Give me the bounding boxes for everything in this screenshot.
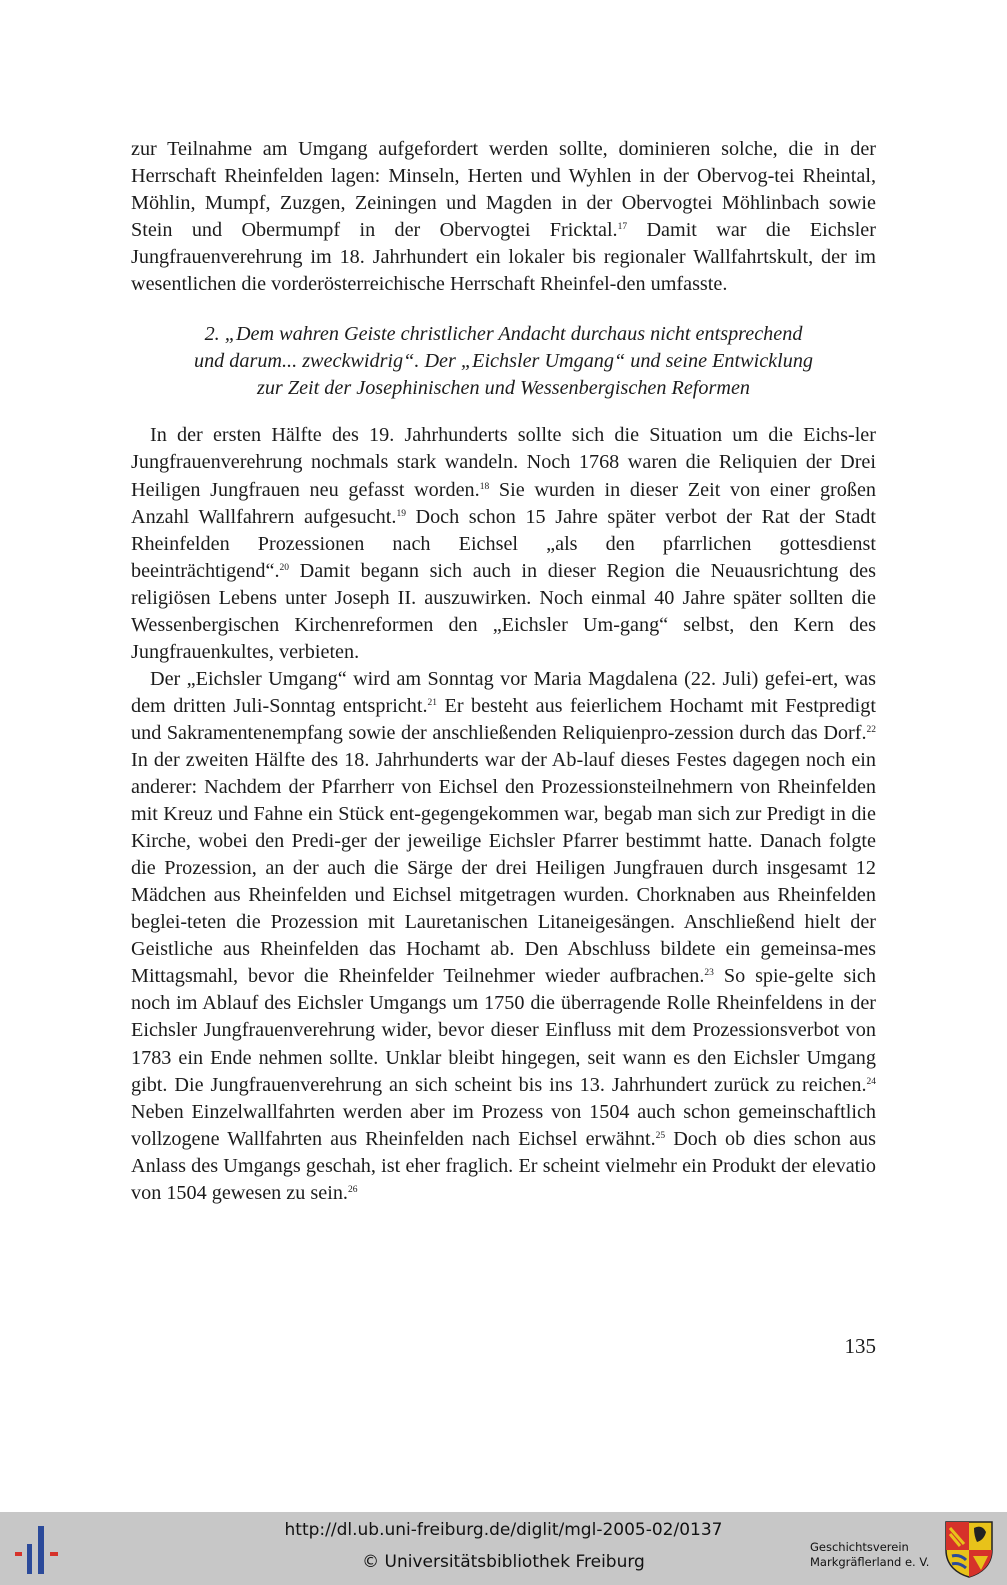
copyright-notice: © Universitätsbibliothek Freiburg (362, 1552, 645, 1572)
footnote-ref-17[interactable]: 17 (617, 222, 628, 233)
footnote-ref-25[interactable]: 25 (655, 1130, 666, 1141)
paragraph-1: zur Teilnahme am Umgang aufgefordert werden sollte, dominieren solche, die in der Herrschaft Rheinfelden lagen: Minseln, Herten und Wyhlen in der Obervog-tei Rheintal, Möhlin, Mumpf, Zuzgen, Zeiningen und Magden in der Obervogtei Möhlinbach sowie Stein und Obermumpf in der Obervogtei Fricktal.$^{17}$ Damit war die Eichsler Jungfrauenverehrung im 18. Jahrhundert ein lokaler bis regionaler Wallfahrtskult, der im wesentlichen die vorderösterreichische Herrschaft Rheinfel-den umfasste. (131, 138, 876, 296)
footnote-ref-20[interactable]: 20 (279, 562, 290, 573)
source-url[interactable] (0, 1520, 1007, 1540)
heading-line-1: 2. „Dem wahren Geiste christlicher Andacht durchaus nicht entsprechend (204, 323, 803, 346)
heading-line-2: und darum... zweckwidrig“. Der „Eichsler Umgang“ und seine Entwicklung (193, 350, 814, 373)
page-number: 135 (844, 1334, 876, 1358)
source-url-link[interactable]: http://dl.ub.uni-freiburg.de/diglit/mgl-2005-02/0137 (284, 1520, 723, 1540)
coat-of-arms-icon (944, 1520, 994, 1578)
footnote-ref-23[interactable]: 23 (704, 968, 714, 979)
footnote-ref-26[interactable]: 26 (347, 1184, 358, 1195)
footnote-ref-18[interactable]: 18 (479, 481, 490, 492)
society-name-line-1: Geschichtsverein (810, 1540, 909, 1554)
society-name (810, 1540, 929, 1570)
footer-bar (0, 1512, 1007, 1585)
footnote-ref-21[interactable]: 21 (427, 697, 438, 708)
footnote-ref-24[interactable]: 24 (866, 1076, 876, 1087)
heading-line-3: zur Zeit der Josephinischen und Wessenbergischen Reformen (256, 377, 750, 400)
society-name-line-2: Markgräflerland e. V. (810, 1555, 930, 1569)
footnote-ref-19[interactable]: 19 (396, 508, 406, 519)
paragraph-3: Der „Eichsler Umgang“ wird am Sonntag vor Maria Magdalena (22. Juli) gefei-ert, was dem dritten Juli-Sonntag entspricht.$^{21}$ Er besteht aus feierlichem Hochamt mit Festpredigt und Sakramentenempfang sowie der anschließenden Reliquienpro-zession durch das Dorf.$^{22}$ In der zweiten Hälfte des 18. Jahrhunderts war der Ab-lauf dieses Festes dagegen noch ein anderer: Nachdem der Pfarrherr von Eichsel den Prozessionsteilnehmern von Rheinfelden mit Kreuz und Fahne ein Stück ent-gegengekommen war, begab man sich zur Predigt in die Kirche, wobei den Predi-ger der jeweilige Eichsler Pfarrer bestimmt hatte. Danach folgte die Prozession, an der auch die Särge der drei Heiligen Jungfrauen durch insgesamt 12 Mädchen aus Rheinfelden und Eichsel mitgetragen wurden. Chorknaben aus Rheinfelden beglei-teten die Prozession mit Lauretanischen Litaneigesängen. Anschließend hielt der Geistliche aus Rheinfelden das Hochamt ab. Den Abschluss bildete ein gemeinsa-mes Mittagsmahl, bevor die Rheinfelder Teilnehmer wieder aufbrachen.$^{23}$ So spie-gelte sich noch im Ablauf des Eichsler Umgangs um 1750 die überragende Rolle Rheinfeldens in der Eichsler Jungfrauenverehrung wider, bevor dieser Einfluss mit dem Prozessionsverbot von 1783 ein Ende nehmen sollte. Unklar bleibt hingegen, seit wann es den Eichsler Umgang gibt. Die Jungfrauenverehrung an sich scheint bis ins 13. Jahrhundert zurück zu reichen.$^{24}$ Neben Einzelwallfahrten werden aber im Prozess von 1504 auch schon gemeinschaftlich vollzogene Wallfahrten aus Rheinfelden nach Eichsel erwähnt.$^{25}$ Doch ob dies schon aus Anlass des Umgangs geschah, ist eher fraglich. Er scheint vielmehr ein Produkt der elevatio von 1504 gewesen zu sein.$^{26}$ (131, 667, 876, 1204)
paragraph-2: In der ersten Hälfte des 19. Jahrhunderts sollte sich die Situation um die Eichs-ler Jungfrauenverehrung nochmals stark wandeln. Noch 1768 waren die Reliquien der Drei Heiligen Jungfrauen neu gefasst worden.$^{18}$ Sie wurden in dieser Zeit von einer großen Anzahl Wallfahrern aufgesucht.$^{19}$ Doch schon 15 Jahre später verbot der Rat der Stadt Rheinfelden Prozessionen nach Eichsel „als den pfarrlichen gottesdienst beeinträchtigend“.$^{20}$ Damit begann sich auch in dieser Region die Neuausrichtung des religiösen Lebens unter Joseph II. auszuwirken. Noch einmal 40 Jahre später sollten die Wessenbergischen Kirchenreformen den „Eichsler Um-gang“ selbst, den Kern des Jungfrauenkultes, verbieten. (131, 424, 877, 663)
section-heading (131, 321, 876, 402)
document-body (131, 136, 876, 1207)
footnote-ref-22[interactable]: 22 (866, 724, 876, 735)
